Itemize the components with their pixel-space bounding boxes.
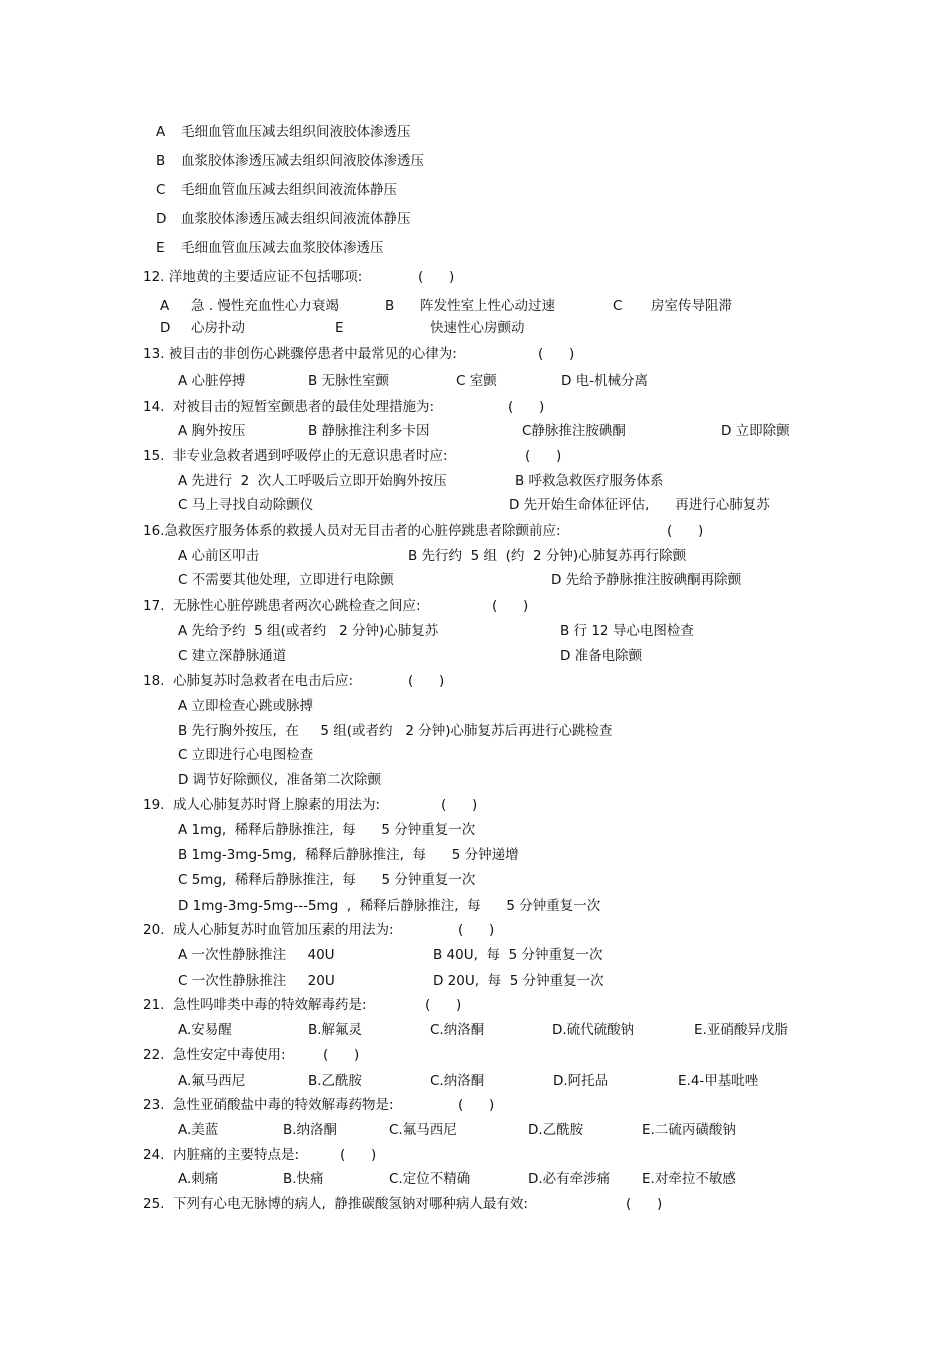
q16-option-c: C 不需要其他处理, 立即进行电除颤 — [178, 572, 394, 588]
q23-option-b: B.纳洛酮 — [283, 1122, 338, 1138]
q13-option-d: D 电-机械分离 — [561, 373, 649, 389]
q11-option-b-text: 血浆胶体渗透压减去组织间液胶体渗透压 — [181, 153, 424, 169]
q17-answer-blank: ( ) — [492, 598, 529, 614]
q24-option-c: C.定位不精确 — [389, 1171, 471, 1187]
q21-stem: 21. 急性吗啡类中毒的特效解毒药是: — [143, 997, 367, 1013]
q15-option-b: B 呼救急救医疗服务体系 — [515, 473, 664, 489]
q15-option-c: C 马上寻找自动除颤仪 — [178, 497, 314, 513]
q16-option-d: D 先给予静脉推注胺碘酮再除颤 — [551, 572, 742, 588]
q22-option-a: A.氟马西尼 — [178, 1073, 246, 1089]
q12-stem: 12. 洋地黄的主要适应证不包括哪项: — [143, 269, 363, 285]
q17-option-b: B 行 12 导心电图检查 — [560, 623, 694, 639]
q12-option-b-text: 阵发性室上性心动过速 — [420, 298, 555, 314]
q19-stem: 19. 成人心肺复苏时肾上腺素的用法为: — [143, 797, 381, 813]
q16-option-a: A 心前区叩击 — [178, 548, 260, 564]
q12-option-b-letter: B — [385, 298, 395, 314]
q20-option-c: C 一次性静脉推注 20U — [178, 973, 335, 989]
q21-option-e: E.亚硝酸异戊脂 — [694, 1022, 788, 1038]
q24-option-e: E.对牵拉不敏感 — [642, 1171, 736, 1187]
q22-answer-blank: ( ) — [323, 1047, 360, 1063]
q14-answer-blank: ( ) — [508, 399, 545, 415]
q12-option-a-text: 急 . 慢性充血性心力衰竭 — [191, 298, 339, 314]
q17-option-a: A 先给予约 5 组(或者约 2 分钟)心肺复苏 — [178, 623, 439, 639]
q15-option-d: D 先开始生命体征评估, 再进行心肺复苏 — [509, 497, 770, 513]
q18-option-b: B 先行胸外按压, 在 5 组(或者约 2 分钟)心肺复苏后再进行心跳检查 — [178, 723, 613, 739]
q11-option-c-text: 毛细血管血压减去组织间液流体静压 — [181, 182, 397, 198]
q17-option-d: D 准备电除颤 — [560, 648, 643, 664]
q12-option-d-text: 心房扑动 — [191, 320, 245, 336]
q16-option-b: B 先行约 5 组 (约 2 分钟)心肺复苏再行除颤 — [408, 548, 687, 564]
q20-answer-blank: ( ) — [458, 922, 495, 938]
q21-option-c: C.纳洛酮 — [430, 1022, 485, 1038]
q16-stem: 16.急救医疗服务体系的救援人员对无目击者的心脏停跳患者除颤前应: — [143, 523, 561, 539]
q13-option-c: C 室颤 — [456, 373, 497, 389]
q18-option-c: C 立即进行心电图检查 — [178, 747, 314, 763]
q18-stem: 18. 心肺复苏时急救者在电击后应: — [143, 673, 354, 689]
q19-answer-blank: ( ) — [441, 797, 478, 813]
q25-stem: 25. 下列有心电无脉博的病人, 静推碳酸氢钠对哪种病人最有效: — [143, 1196, 528, 1212]
q11-option-d-letter: D — [156, 211, 167, 227]
q20-option-d: D 20U, 每 5 分钟重复一次 — [433, 973, 604, 989]
q23-option-a: A.美蓝 — [178, 1122, 219, 1138]
q12-option-a-letter: A — [160, 298, 170, 314]
q24-answer-blank: ( ) — [340, 1147, 377, 1163]
q21-answer-blank: ( ) — [425, 997, 462, 1013]
q17-stem: 17. 无脉性心脏停跳患者两次心跳检查之间应: — [143, 598, 421, 614]
q24-option-b: B.快痛 — [283, 1171, 324, 1187]
q14-option-d: D 立即除颤 — [721, 423, 790, 439]
q22-option-d: D.阿托品 — [553, 1073, 609, 1089]
q23-answer-blank: ( ) — [458, 1097, 495, 1113]
q21-option-b: B.解氟灵 — [308, 1022, 363, 1038]
q13-stem: 13. 被目击的非创伤心跳骤停患者中最常见的心律为: — [143, 346, 457, 362]
q21-option-a: A.安易醒 — [178, 1022, 232, 1038]
q20-stem: 20. 成人心肺复苏时血管加压素的用法为: — [143, 922, 394, 938]
q11-option-e-text: 毛细血管血压减去血浆胶体渗透压 — [181, 240, 384, 256]
q23-option-d: D.乙酰胺 — [528, 1122, 584, 1138]
q11-option-d-text: 血浆胶体渗透压减去组织间液流体静压 — [181, 211, 411, 227]
q15-option-a: A 先进行 2 次人工呼吸后立即开始胸外按压 — [178, 473, 447, 489]
q25-answer-blank: ( ) — [626, 1196, 663, 1212]
q11-option-a-text: 毛细血管血压减去组织间液胶体渗透压 — [181, 124, 411, 140]
q12-option-e-text: 快速性心房颤动 — [430, 320, 525, 336]
q22-option-c: C.纳洛酮 — [430, 1073, 485, 1089]
q13-answer-blank: ( ) — [538, 346, 575, 362]
q16-answer-blank: ( ) — [667, 523, 704, 539]
q21-option-d: D.硫代硫酸钠 — [552, 1022, 635, 1038]
q22-option-e: E.4-甲基吡唑 — [678, 1073, 759, 1089]
q22-option-b: B.乙酰胺 — [308, 1073, 363, 1089]
q18-option-d: D 调节好除颤仪, 准备第二次除颤 — [178, 772, 382, 788]
q11-option-b-letter: B — [156, 153, 166, 169]
q15-stem: 15. 非专业急救者遇到呼吸停止的无意识患者时应: — [143, 448, 448, 464]
q12-option-d-letter: D — [160, 320, 171, 336]
q24-option-a: A.刺痛 — [178, 1171, 219, 1187]
q20-option-b: B 40U, 每 5 分钟重复一次 — [433, 947, 603, 963]
q12-option-e-letter: E — [335, 320, 344, 336]
q19-option-a: A 1mg, 稀释后静脉推注, 每 5 分钟重复一次 — [178, 822, 476, 838]
q14-option-a: A 胸外按压 — [178, 423, 246, 439]
q23-option-c: C.氟马西尼 — [389, 1122, 457, 1138]
q23-option-e: E.二硫丙磺酸钠 — [642, 1122, 736, 1138]
q11-option-c-letter: C — [156, 182, 166, 198]
q17-option-c: C 建立深静脉通道 — [178, 648, 287, 664]
q22-stem: 22. 急性安定中毒使用: — [143, 1047, 286, 1063]
q24-stem: 24. 内脏痛的主要特点是: — [143, 1147, 300, 1163]
q18-option-a: A 立即检查心跳或脉搏 — [178, 698, 314, 714]
q11-option-e-letter: E — [156, 240, 165, 256]
q14-option-c: C静脉推注胺碘酮 — [522, 423, 626, 439]
q12-option-c-letter: C — [613, 298, 623, 314]
q12-option-c-text: 房室传导阻滞 — [651, 298, 732, 314]
q11-option-a-letter: A — [156, 124, 166, 140]
q19-option-b: B 1mg-3mg-5mg, 稀释后静脉推注, 每 5 分钟递增 — [178, 847, 519, 863]
q18-answer-blank: ( ) — [408, 673, 445, 689]
q19-option-c: C 5mg, 稀释后静脉推注, 每 5 分钟重复一次 — [178, 872, 476, 888]
q13-option-a: A 心脏停搏 — [178, 373, 246, 389]
q13-option-b: B 无脉性室颤 — [308, 373, 390, 389]
q23-stem: 23. 急性亚硝酸盐中毒的特效解毒药物是: — [143, 1097, 394, 1113]
q14-stem: 14. 对被目击的短暂室颤患者的最佳处理措施为: — [143, 399, 435, 415]
q15-answer-blank: ( ) — [525, 448, 562, 464]
q12-answer-blank: ( ) — [418, 269, 455, 285]
q14-option-b: B 静脉推注利多卡因 — [308, 423, 430, 439]
q24-option-d: D.必有牵涉痛 — [528, 1171, 611, 1187]
q20-option-a: A 一次性静脉推注 40U — [178, 947, 335, 963]
q19-option-d: D 1mg-3mg-5mg---5mg , 稀释后静脉推注, 每 5 分钟重复一次 — [178, 898, 601, 914]
